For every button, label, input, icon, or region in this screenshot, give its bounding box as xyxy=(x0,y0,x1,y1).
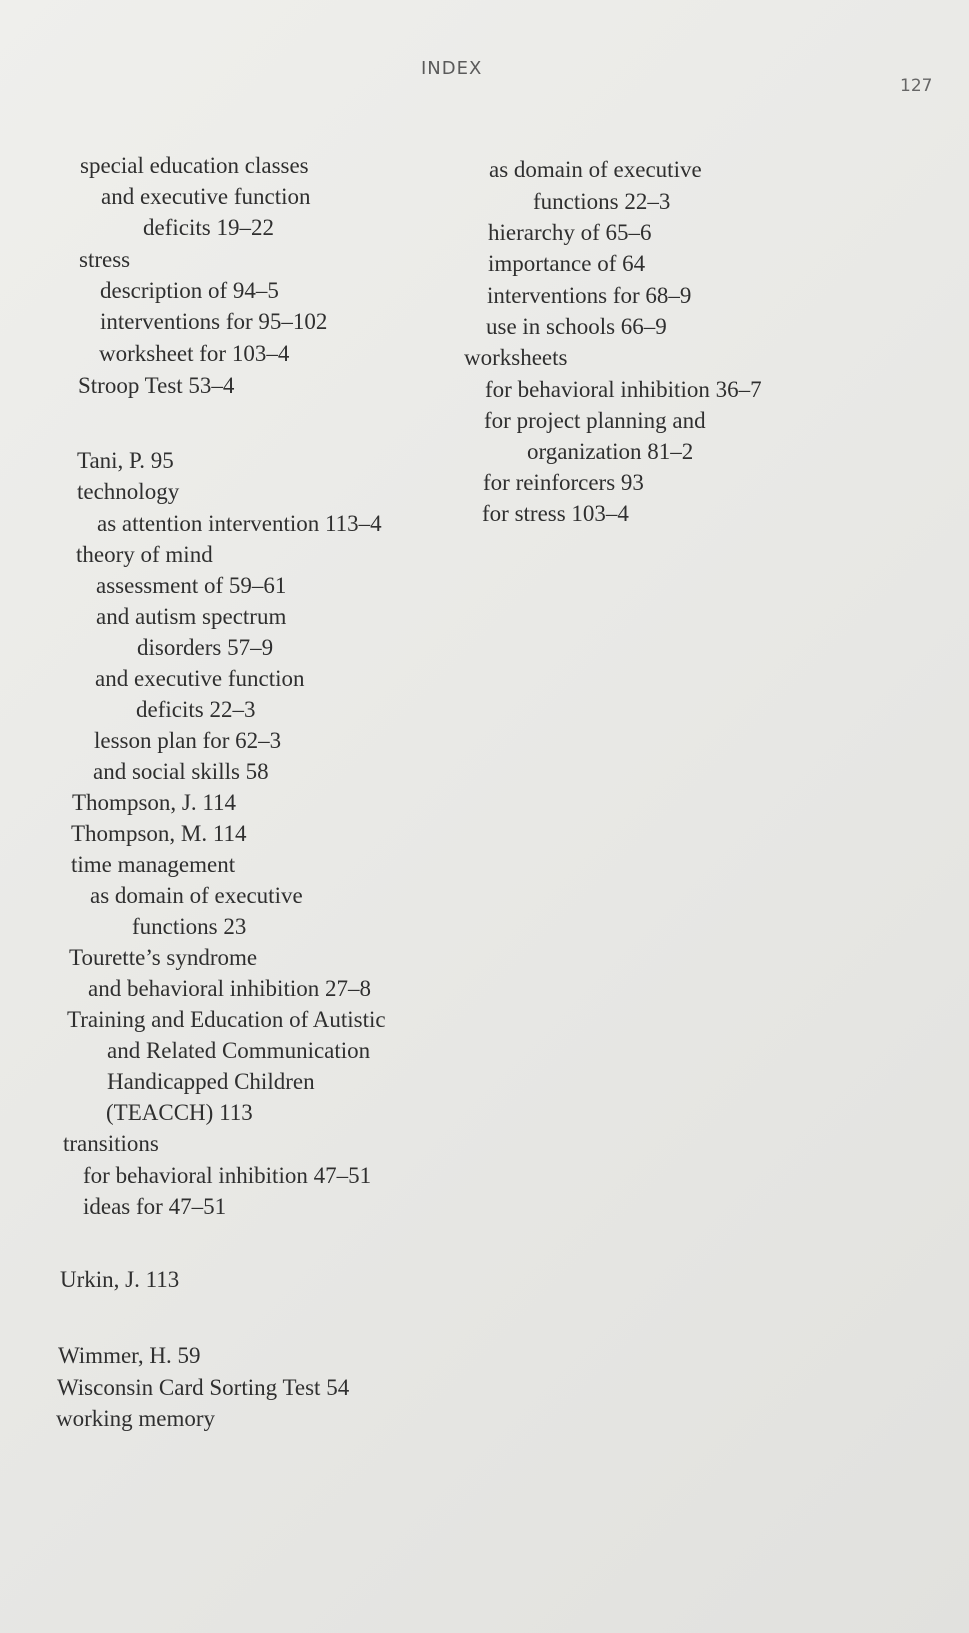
index-subentry: as attention intervention 113–4 xyxy=(97,511,382,536)
index-entry-main: transitions xyxy=(63,1131,159,1156)
index-subentry: lesson plan for 62–3 xyxy=(94,728,282,753)
index-subentry: interventions for 68–9 xyxy=(487,283,692,308)
index-entry-continuation: functions 22–3 xyxy=(533,189,671,214)
index-entry-main: Tani, P. 95 xyxy=(77,448,174,473)
index-entry-continuation: deficits 19–22 xyxy=(143,215,274,240)
index-entry-main: theory of mind xyxy=(76,542,213,567)
index-entry-main: Tourette’s syndrome xyxy=(69,945,258,970)
index-subentry: assessment of 59–61 xyxy=(96,573,287,598)
index-entry-continuation: disorders 57–9 xyxy=(137,635,274,660)
index-entry-continuation: Handicapped Children xyxy=(107,1069,315,1094)
index-subentry: and social skills 58 xyxy=(93,759,269,784)
index-subentry: for project planning and xyxy=(484,408,706,433)
index-entry-main: Urkin, J. 113 xyxy=(60,1267,180,1292)
index-subentry: as domain of executive xyxy=(489,157,702,182)
index-entry-continuation: deficits 22–3 xyxy=(136,697,256,722)
running-head: INDEX xyxy=(421,58,483,79)
index-entry-main: Wimmer, H. 59 xyxy=(58,1343,201,1368)
index-entry-continuation: organization 81–2 xyxy=(527,439,694,464)
index-subentry: for stress 103–4 xyxy=(482,501,629,526)
index-subentry: hierarchy of 65–6 xyxy=(488,220,652,245)
index-entry-continuation: and Related Communication xyxy=(107,1038,371,1063)
index-entry-main: Thompson, M. 114 xyxy=(71,821,247,846)
index-subentry: importance of 64 xyxy=(488,251,646,276)
index-entry-main: Wisconsin Card Sorting Test 54 xyxy=(57,1375,350,1400)
page-number: 127 xyxy=(900,76,933,96)
index-entry-main: worksheets xyxy=(464,345,568,370)
index-subentry: worksheet for 103–4 xyxy=(99,341,290,366)
index-subentry: interventions for 95–102 xyxy=(100,309,328,334)
index-right-column xyxy=(460,0,960,1633)
index-entry-main: working memory xyxy=(56,1406,216,1431)
index-subentry: for reinforcers 93 xyxy=(483,470,644,495)
index-subentry: use in schools 66–9 xyxy=(486,314,667,339)
index-entry-main: special education classes xyxy=(80,153,309,178)
index-subentry: for behavioral inhibition 36–7 xyxy=(485,377,762,402)
index-subentry: ideas for 47–51 xyxy=(83,1194,227,1219)
index-left-column xyxy=(0,0,483,1633)
index-entry-main: Thompson, J. 114 xyxy=(72,790,236,815)
index-entry-main: time management xyxy=(71,852,236,877)
index-entry-main: Stroop Test 53–4 xyxy=(78,373,235,398)
index-entry-continuation: (TEACCH) 113 xyxy=(106,1100,253,1125)
index-entry-main: Training and Education of Autistic xyxy=(67,1007,386,1032)
index-entry-main: technology xyxy=(77,479,180,504)
index-entry-main: stress xyxy=(79,247,131,272)
index-subentry: and autism spectrum xyxy=(96,604,287,629)
index-subentry: and executive function xyxy=(101,184,311,209)
index-subentry: and executive function xyxy=(95,666,305,691)
index-entry-continuation: functions 23 xyxy=(132,914,247,939)
index-subentry: as domain of executive xyxy=(90,883,303,908)
index-subentry: and behavioral inhibition 27–8 xyxy=(88,976,371,1001)
index-subentry: for behavioral inhibition 47–51 xyxy=(83,1163,372,1188)
index-subentry: description of 94–5 xyxy=(100,278,279,303)
